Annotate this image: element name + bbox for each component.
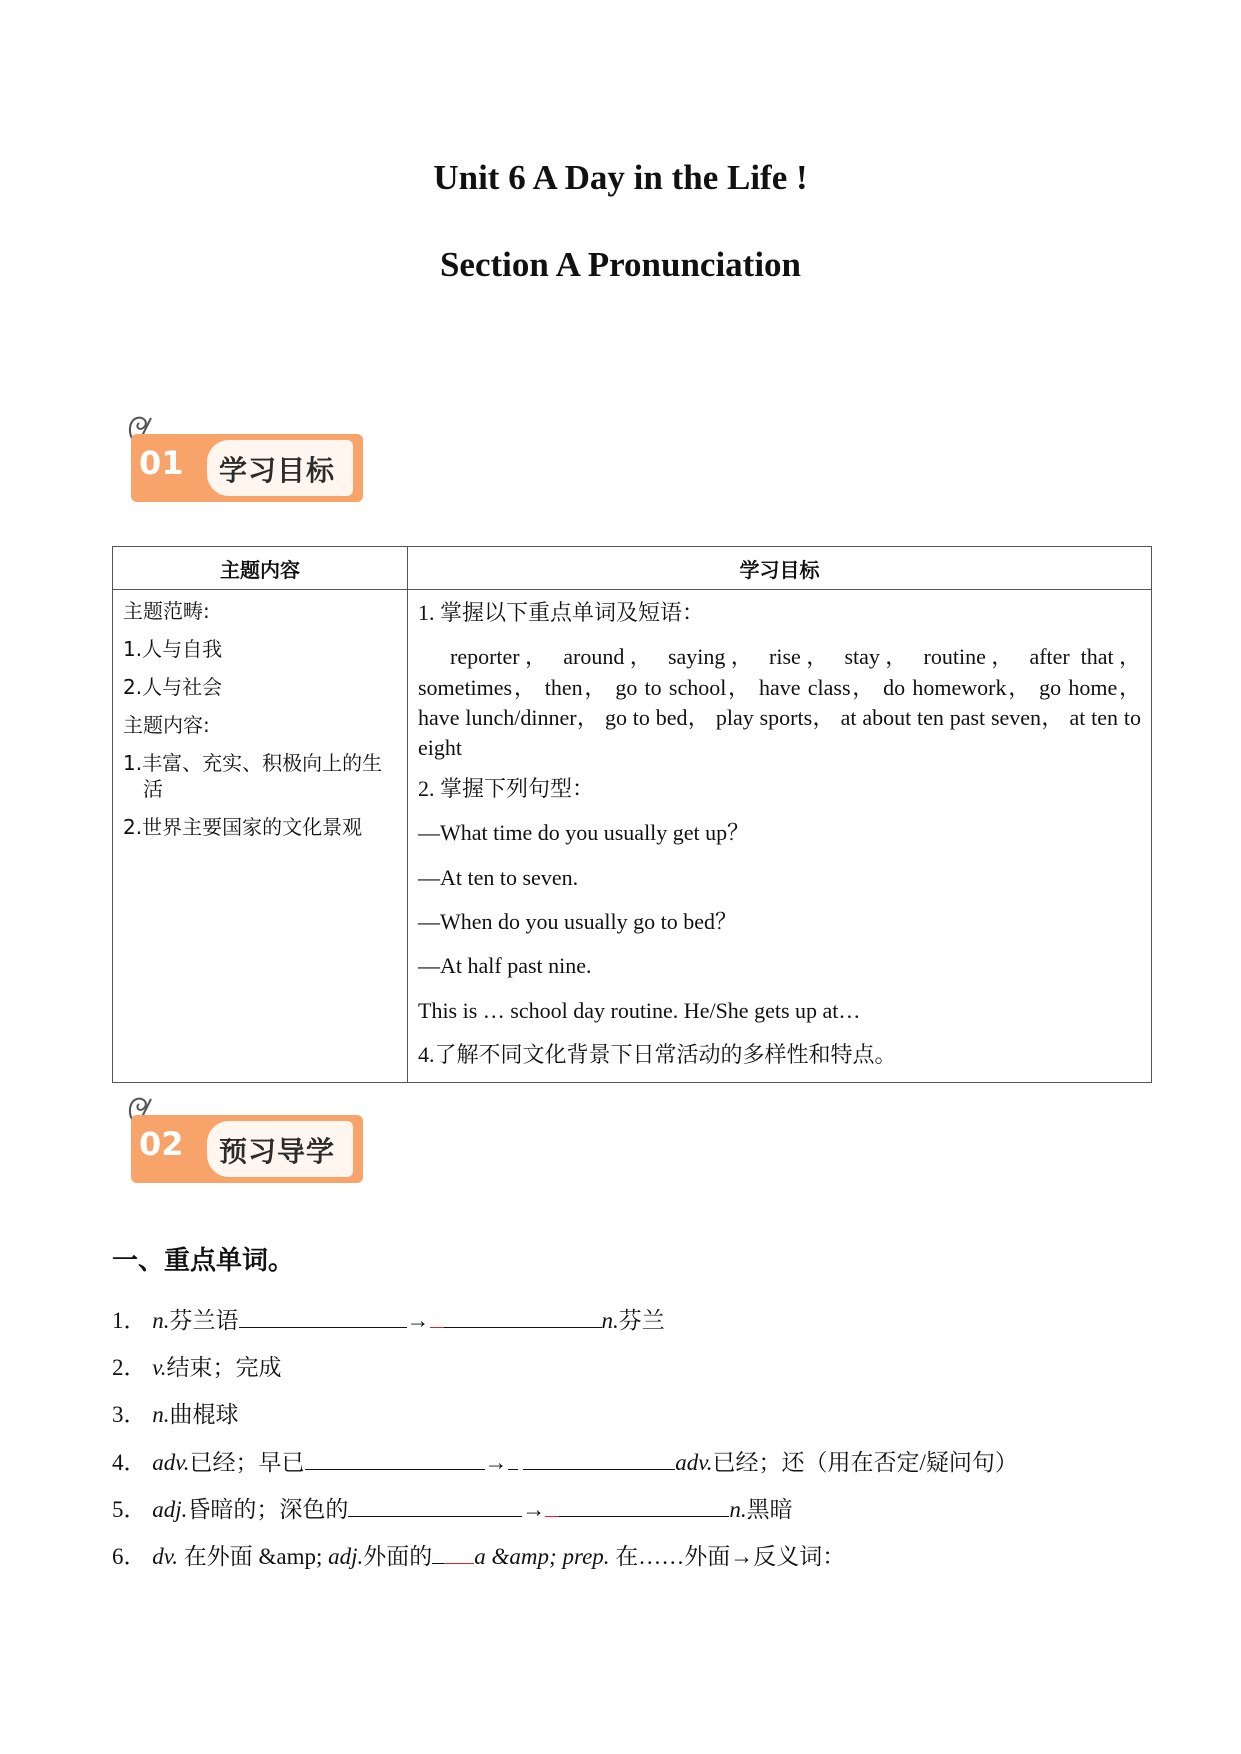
arrow-icon: →: [522, 1497, 546, 1522]
answer-blank[interactable]: [305, 1447, 485, 1470]
arrow-icon: →: [406, 1308, 430, 1333]
theme-scope-item: 1.人与自我: [123, 637, 223, 661]
theme-scope-item: 2.人与社会: [123, 675, 223, 699]
answer-blank[interactable]: [348, 1494, 522, 1517]
theme-cell: [113, 590, 408, 1083]
badge-number: 02: [139, 1125, 184, 1163]
goal-1: 1. 掌握以下重点单词及短语：: [418, 600, 705, 625]
vocab-item-5: 5． adj.昏暗的；深色的 → n.黑暗: [112, 1491, 793, 1524]
sentence: —At ten to seven.: [418, 864, 579, 890]
vocab-item-4: 4． adv.已经；早已 → adv.已经；还（用在否定/疑问句）: [112, 1444, 1018, 1477]
sentence: —When do you usually go to bed？: [418, 908, 737, 934]
theme-content-label: 主题内容:: [123, 713, 210, 737]
answer-blank[interactable]: [239, 1305, 407, 1328]
answer-blank[interactable]: [559, 1494, 729, 1517]
key-words: reporter， around， saying， rise， stay， routine， after that， sometimes， then， go to school， have class， do homework， go home， have lunch/dinner， go to bed， play sports， at about ten past seven， at ten to eight: [418, 644, 1141, 761]
badge-box: [131, 1115, 363, 1183]
table-header-goals: 学习目标: [408, 547, 1152, 590]
theme-content-item: 1.丰富、充实、积极向上的生活: [123, 751, 383, 801]
sentence: This is … school day routine. He/She gets up at…: [418, 997, 861, 1023]
page-subtitle: Section A Pronunciation: [439, 245, 802, 284]
goals-cell: [408, 590, 1152, 1083]
page-title: Unit 6 A Day in the Life !: [433, 158, 808, 197]
vocab-item-1: 1． n.芬兰语 → n.芬兰: [112, 1302, 665, 1335]
badge-box: [131, 434, 363, 502]
section-badge-01: [125, 412, 365, 512]
badge-label: 学习目标: [219, 454, 336, 487]
sentence: —What time do you usually get up？: [418, 820, 750, 846]
sentence: —At half past nine.: [418, 953, 592, 979]
badge-number: 01: [139, 444, 184, 482]
answer-blank[interactable]: [444, 1541, 474, 1564]
goal-2: 2. 掌握下列句型：: [418, 775, 595, 801]
section-badge-02: [125, 1093, 365, 1193]
vocab-item-6: 6． dv. 在外面 &amp; adj.外面的 a &amp; prep. 在……外面→反义词：: [112, 1538, 845, 1571]
vocab-item-3: 3． n.曲棍球: [112, 1402, 239, 1427]
badge-label: 预习导学: [219, 1135, 336, 1168]
vocab-item-2: 2． v.结束；完成: [112, 1355, 282, 1380]
section-heading: 一、重点单词。: [112, 1246, 295, 1276]
badge-label-box: [207, 440, 353, 496]
answer-blank[interactable]: [523, 1447, 675, 1470]
theme-content-item: 2.世界主要国家的文化景观: [123, 815, 363, 839]
theme-scope-label: 主题范畴:: [123, 599, 210, 623]
badge-label-box: [207, 1121, 353, 1177]
table-header-content: 主题内容: [113, 547, 408, 590]
learning-goals-table: [112, 546, 1152, 1083]
answer-blank[interactable]: [444, 1305, 602, 1328]
arrow-icon: →: [484, 1450, 508, 1475]
goal-4: 4.了解不同文化背景下日常活动的多样性和特点。: [418, 1041, 897, 1067]
